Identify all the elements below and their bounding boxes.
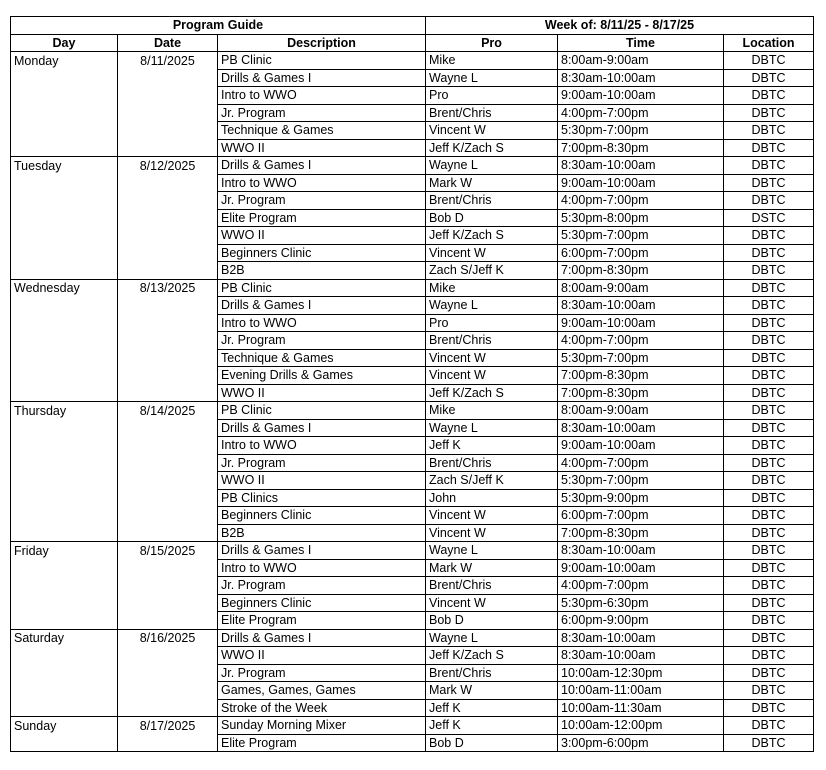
- description-cell: Jr. Program: [218, 577, 426, 595]
- description-cell: Intro to WWO: [218, 437, 426, 455]
- date-cell: [118, 87, 218, 105]
- time-cell: 5:30pm-7:00pm: [558, 472, 724, 490]
- col-header-date: Date: [118, 34, 218, 52]
- day-cell: [11, 437, 118, 455]
- location-cell: DBTC: [724, 489, 814, 507]
- description-cell: PB Clinic: [218, 52, 426, 70]
- date-cell: [118, 192, 218, 210]
- description-cell: Beginners Clinic: [218, 594, 426, 612]
- time-cell: 6:00pm-9:00pm: [558, 612, 724, 630]
- time-cell: 8:00am-9:00am: [558, 52, 724, 70]
- day-cell: Saturday: [11, 629, 118, 647]
- description-cell: Elite Program: [218, 612, 426, 630]
- day-cell: [11, 664, 118, 682]
- pro-cell: Vincent W: [426, 367, 558, 385]
- time-cell: 5:30pm-9:00pm: [558, 489, 724, 507]
- pro-cell: Jeff K: [426, 717, 558, 735]
- date-cell: [118, 699, 218, 717]
- location-cell: DBTC: [724, 122, 814, 140]
- time-cell: 8:30am-10:00am: [558, 542, 724, 560]
- description-cell: Technique & Games: [218, 349, 426, 367]
- column-header-row: [11, 34, 814, 52]
- pro-cell: Jeff K: [426, 699, 558, 717]
- table-row: [11, 629, 814, 647]
- day-cell: [11, 367, 118, 385]
- pro-cell: Vincent W: [426, 594, 558, 612]
- table-row: [11, 314, 814, 332]
- table-row: [11, 297, 814, 315]
- schedule-table: [10, 16, 814, 752]
- time-cell: 4:00pm-7:00pm: [558, 577, 724, 595]
- location-cell: DBTC: [724, 437, 814, 455]
- title-row: [11, 17, 814, 35]
- description-cell: Stroke of the Week: [218, 699, 426, 717]
- location-cell: DBTC: [724, 314, 814, 332]
- time-cell: 5:30pm-7:00pm: [558, 122, 724, 140]
- col-header-description: Description: [218, 34, 426, 52]
- time-cell: 8:00am-9:00am: [558, 279, 724, 297]
- description-cell: Drills & Games I: [218, 157, 426, 175]
- date-cell: [118, 524, 218, 542]
- table-row: [11, 717, 814, 735]
- table-row: [11, 507, 814, 525]
- location-cell: DBTC: [724, 419, 814, 437]
- date-cell: 8/14/2025: [118, 402, 218, 420]
- location-cell: DBTC: [724, 367, 814, 385]
- location-cell: DBTC: [724, 402, 814, 420]
- pro-cell: Jeff K/Zach S: [426, 647, 558, 665]
- date-cell: [118, 122, 218, 140]
- day-cell: [11, 647, 118, 665]
- date-cell: 8/17/2025: [118, 717, 218, 735]
- location-cell: DBTC: [724, 297, 814, 315]
- table-row: [11, 699, 814, 717]
- date-cell: [118, 209, 218, 227]
- pro-cell: Brent/Chris: [426, 577, 558, 595]
- location-cell: DBTC: [724, 87, 814, 105]
- time-cell: 5:30pm-8:00pm: [558, 209, 724, 227]
- day-cell: Friday: [11, 542, 118, 560]
- table-row: [11, 192, 814, 210]
- date-cell: [118, 682, 218, 700]
- description-cell: Drills & Games I: [218, 629, 426, 647]
- table-row: [11, 734, 814, 752]
- table-row: [11, 332, 814, 350]
- description-cell: Intro to WWO: [218, 314, 426, 332]
- pro-cell: Mike: [426, 402, 558, 420]
- date-cell: 8/11/2025: [118, 52, 218, 70]
- description-cell: Drills & Games I: [218, 419, 426, 437]
- description-cell: B2B: [218, 262, 426, 280]
- location-cell: DBTC: [724, 542, 814, 560]
- day-cell: [11, 489, 118, 507]
- location-cell: DBTC: [724, 647, 814, 665]
- col-header-pro: Pro: [426, 34, 558, 52]
- pro-cell: Mark W: [426, 559, 558, 577]
- pro-cell: Pro: [426, 314, 558, 332]
- table-row: [11, 542, 814, 560]
- pro-cell: Wayne L: [426, 69, 558, 87]
- date-cell: [118, 472, 218, 490]
- time-cell: 10:00am-12:30pm: [558, 664, 724, 682]
- time-cell: 5:30pm-6:30pm: [558, 594, 724, 612]
- pro-cell: Bob D: [426, 612, 558, 630]
- time-cell: 4:00pm-7:00pm: [558, 332, 724, 350]
- pro-cell: Pro: [426, 87, 558, 105]
- day-cell: [11, 69, 118, 87]
- day-cell: [11, 244, 118, 262]
- location-cell: DBTC: [724, 227, 814, 245]
- day-cell: Thursday: [11, 402, 118, 420]
- pro-cell: Brent/Chris: [426, 104, 558, 122]
- table-row: [11, 489, 814, 507]
- description-cell: Drills & Games I: [218, 69, 426, 87]
- description-cell: Drills & Games I: [218, 297, 426, 315]
- location-cell: DBTC: [724, 52, 814, 70]
- day-cell: [11, 419, 118, 437]
- day-cell: [11, 349, 118, 367]
- time-cell: 10:00am-11:00am: [558, 682, 724, 700]
- day-cell: [11, 209, 118, 227]
- time-cell: 4:00pm-7:00pm: [558, 104, 724, 122]
- time-cell: 7:00pm-8:30pm: [558, 262, 724, 280]
- pro-cell: Vincent W: [426, 349, 558, 367]
- date-cell: [118, 314, 218, 332]
- date-cell: [118, 297, 218, 315]
- day-cell: [11, 174, 118, 192]
- table-row: [11, 559, 814, 577]
- date-cell: [118, 734, 218, 752]
- day-cell: [11, 332, 118, 350]
- time-cell: 9:00am-10:00am: [558, 174, 724, 192]
- table-row: [11, 682, 814, 700]
- time-cell: 9:00am-10:00am: [558, 314, 724, 332]
- table-row: [11, 157, 814, 175]
- week-of-label: Week of: 8/11/25 - 8/17/25: [426, 17, 814, 35]
- day-cell: Sunday: [11, 717, 118, 735]
- location-cell: DBTC: [724, 454, 814, 472]
- date-cell: [118, 559, 218, 577]
- pro-cell: Zach S/Jeff K: [426, 472, 558, 490]
- time-cell: 8:30am-10:00am: [558, 69, 724, 87]
- location-cell: DBTC: [724, 699, 814, 717]
- table-row: [11, 262, 814, 280]
- pro-cell: Wayne L: [426, 297, 558, 315]
- time-cell: 3:00pm-6:00pm: [558, 734, 724, 752]
- date-cell: [118, 367, 218, 385]
- time-cell: 7:00pm-8:30pm: [558, 367, 724, 385]
- pro-cell: John: [426, 489, 558, 507]
- day-cell: [11, 122, 118, 140]
- table-row: [11, 402, 814, 420]
- description-cell: WWO II: [218, 384, 426, 402]
- day-cell: [11, 139, 118, 157]
- description-cell: PB Clinic: [218, 402, 426, 420]
- location-cell: DBTC: [724, 332, 814, 350]
- table-row: [11, 349, 814, 367]
- location-cell: DBTC: [724, 262, 814, 280]
- time-cell: 4:00pm-7:00pm: [558, 192, 724, 210]
- description-cell: WWO II: [218, 647, 426, 665]
- table-row: [11, 87, 814, 105]
- location-cell: DBTC: [724, 104, 814, 122]
- pro-cell: Zach S/Jeff K: [426, 262, 558, 280]
- description-cell: Technique & Games: [218, 122, 426, 140]
- description-cell: Beginners Clinic: [218, 244, 426, 262]
- date-cell: [118, 489, 218, 507]
- day-cell: [11, 594, 118, 612]
- description-cell: Jr. Program: [218, 332, 426, 350]
- location-cell: DBTC: [724, 612, 814, 630]
- location-cell: DBTC: [724, 577, 814, 595]
- date-cell: [118, 577, 218, 595]
- date-cell: [118, 174, 218, 192]
- day-cell: [11, 577, 118, 595]
- pro-cell: Jeff K/Zach S: [426, 384, 558, 402]
- pro-cell: Jeff K/Zach S: [426, 227, 558, 245]
- location-cell: DBTC: [724, 594, 814, 612]
- description-cell: PB Clinics: [218, 489, 426, 507]
- date-cell: 8/16/2025: [118, 629, 218, 647]
- description-cell: Jr. Program: [218, 192, 426, 210]
- pro-cell: Brent/Chris: [426, 192, 558, 210]
- date-cell: [118, 69, 218, 87]
- time-cell: 6:00pm-7:00pm: [558, 244, 724, 262]
- date-cell: [118, 454, 218, 472]
- day-cell: [11, 507, 118, 525]
- pro-cell: Brent/Chris: [426, 332, 558, 350]
- pro-cell: Bob D: [426, 209, 558, 227]
- location-cell: DBTC: [724, 507, 814, 525]
- time-cell: 8:30am-10:00am: [558, 157, 724, 175]
- time-cell: 8:30am-10:00am: [558, 419, 724, 437]
- day-cell: [11, 227, 118, 245]
- description-cell: Jr. Program: [218, 664, 426, 682]
- location-cell: DBTC: [724, 524, 814, 542]
- day-cell: [11, 699, 118, 717]
- col-header-day: Day: [11, 34, 118, 52]
- date-cell: [118, 419, 218, 437]
- day-cell: [11, 682, 118, 700]
- location-cell: DBTC: [724, 139, 814, 157]
- pro-cell: Wayne L: [426, 157, 558, 175]
- time-cell: 6:00pm-7:00pm: [558, 507, 724, 525]
- date-cell: [118, 244, 218, 262]
- pro-cell: Mike: [426, 52, 558, 70]
- table-row: [11, 577, 814, 595]
- time-cell: 8:30am-10:00am: [558, 629, 724, 647]
- day-cell: [11, 297, 118, 315]
- location-cell: DBTC: [724, 174, 814, 192]
- date-cell: [118, 104, 218, 122]
- day-cell: [11, 472, 118, 490]
- table-row: [11, 384, 814, 402]
- date-cell: [118, 594, 218, 612]
- table-row: [11, 139, 814, 157]
- day-cell: [11, 524, 118, 542]
- pro-cell: Vincent W: [426, 507, 558, 525]
- time-cell: 7:00pm-8:30pm: [558, 524, 724, 542]
- date-cell: [118, 139, 218, 157]
- time-cell: 9:00am-10:00am: [558, 87, 724, 105]
- day-cell: [11, 612, 118, 630]
- table-row: [11, 122, 814, 140]
- day-cell: [11, 87, 118, 105]
- location-cell: DBTC: [724, 629, 814, 647]
- date-cell: [118, 384, 218, 402]
- day-cell: Monday: [11, 52, 118, 70]
- table-row: [11, 174, 814, 192]
- time-cell: 5:30pm-7:00pm: [558, 349, 724, 367]
- description-cell: Intro to WWO: [218, 559, 426, 577]
- pro-cell: Jeff K: [426, 437, 558, 455]
- date-cell: [118, 507, 218, 525]
- day-cell: [11, 262, 118, 280]
- pro-cell: Wayne L: [426, 419, 558, 437]
- date-cell: [118, 647, 218, 665]
- description-cell: Games, Games, Games: [218, 682, 426, 700]
- description-cell: Evening Drills & Games: [218, 367, 426, 385]
- date-cell: [118, 664, 218, 682]
- location-cell: DSTC: [724, 209, 814, 227]
- day-cell: [11, 454, 118, 472]
- pro-cell: Wayne L: [426, 542, 558, 560]
- table-row: [11, 664, 814, 682]
- location-cell: DBTC: [724, 734, 814, 752]
- date-cell: [118, 612, 218, 630]
- location-cell: DBTC: [724, 349, 814, 367]
- pro-cell: Mike: [426, 279, 558, 297]
- date-cell: 8/15/2025: [118, 542, 218, 560]
- col-header-location: Location: [724, 34, 814, 52]
- time-cell: 8:30am-10:00am: [558, 297, 724, 315]
- description-cell: Drills & Games I: [218, 542, 426, 560]
- table-row: [11, 227, 814, 245]
- description-cell: PB Clinic: [218, 279, 426, 297]
- day-cell: [11, 734, 118, 752]
- table-row: [11, 472, 814, 490]
- date-cell: [118, 227, 218, 245]
- day-cell: [11, 192, 118, 210]
- pro-cell: Wayne L: [426, 629, 558, 647]
- program-guide-sheet: [10, 16, 814, 752]
- time-cell: 9:00am-10:00am: [558, 437, 724, 455]
- location-cell: DBTC: [724, 279, 814, 297]
- pro-cell: Brent/Chris: [426, 454, 558, 472]
- location-cell: DBTC: [724, 244, 814, 262]
- table-row: [11, 69, 814, 87]
- day-cell: Tuesday: [11, 157, 118, 175]
- time-cell: 10:00am-11:30am: [558, 699, 724, 717]
- pro-cell: Jeff K/Zach S: [426, 139, 558, 157]
- time-cell: 5:30pm-7:00pm: [558, 227, 724, 245]
- date-cell: [118, 437, 218, 455]
- location-cell: DBTC: [724, 69, 814, 87]
- pro-cell: Mark W: [426, 682, 558, 700]
- description-cell: Intro to WWO: [218, 174, 426, 192]
- pro-cell: Vincent W: [426, 122, 558, 140]
- day-cell: [11, 384, 118, 402]
- location-cell: DBTC: [724, 664, 814, 682]
- date-cell: 8/12/2025: [118, 157, 218, 175]
- date-cell: [118, 349, 218, 367]
- time-cell: 8:30am-10:00am: [558, 647, 724, 665]
- description-cell: WWO II: [218, 139, 426, 157]
- description-cell: Intro to WWO: [218, 87, 426, 105]
- location-cell: DBTC: [724, 157, 814, 175]
- location-cell: DBTC: [724, 682, 814, 700]
- table-row: [11, 419, 814, 437]
- pro-cell: Mark W: [426, 174, 558, 192]
- location-cell: DBTC: [724, 384, 814, 402]
- description-cell: Jr. Program: [218, 454, 426, 472]
- table-row: [11, 612, 814, 630]
- day-cell: [11, 314, 118, 332]
- time-cell: 9:00am-10:00am: [558, 559, 724, 577]
- description-cell: Elite Program: [218, 734, 426, 752]
- table-row: [11, 52, 814, 70]
- time-cell: 4:00pm-7:00pm: [558, 454, 724, 472]
- table-row: [11, 524, 814, 542]
- date-cell: 8/13/2025: [118, 279, 218, 297]
- table-row: [11, 209, 814, 227]
- table-row: [11, 279, 814, 297]
- date-cell: [118, 262, 218, 280]
- day-cell: [11, 559, 118, 577]
- description-cell: B2B: [218, 524, 426, 542]
- location-cell: DBTC: [724, 559, 814, 577]
- description-cell: Beginners Clinic: [218, 507, 426, 525]
- time-cell: 8:00am-9:00am: [558, 402, 724, 420]
- description-cell: WWO II: [218, 472, 426, 490]
- location-cell: DBTC: [724, 717, 814, 735]
- schedule-body: [11, 52, 814, 752]
- pro-cell: Bob D: [426, 734, 558, 752]
- location-cell: DBTC: [724, 472, 814, 490]
- description-cell: Elite Program: [218, 209, 426, 227]
- pro-cell: Vincent W: [426, 244, 558, 262]
- pro-cell: Brent/Chris: [426, 664, 558, 682]
- program-guide-title: Program Guide: [11, 17, 426, 35]
- table-row: [11, 367, 814, 385]
- description-cell: Jr. Program: [218, 104, 426, 122]
- description-cell: Sunday Morning Mixer: [218, 717, 426, 735]
- table-row: [11, 594, 814, 612]
- pro-cell: Vincent W: [426, 524, 558, 542]
- date-cell: [118, 332, 218, 350]
- table-row: [11, 104, 814, 122]
- time-cell: 7:00pm-8:30pm: [558, 139, 724, 157]
- table-row: [11, 244, 814, 262]
- day-cell: [11, 104, 118, 122]
- time-cell: 10:00am-12:00pm: [558, 717, 724, 735]
- table-row: [11, 647, 814, 665]
- col-header-time: Time: [558, 34, 724, 52]
- location-cell: DBTC: [724, 192, 814, 210]
- time-cell: 7:00pm-8:30pm: [558, 384, 724, 402]
- table-row: [11, 454, 814, 472]
- table-row: [11, 437, 814, 455]
- day-cell: Wednesday: [11, 279, 118, 297]
- description-cell: WWO II: [218, 227, 426, 245]
